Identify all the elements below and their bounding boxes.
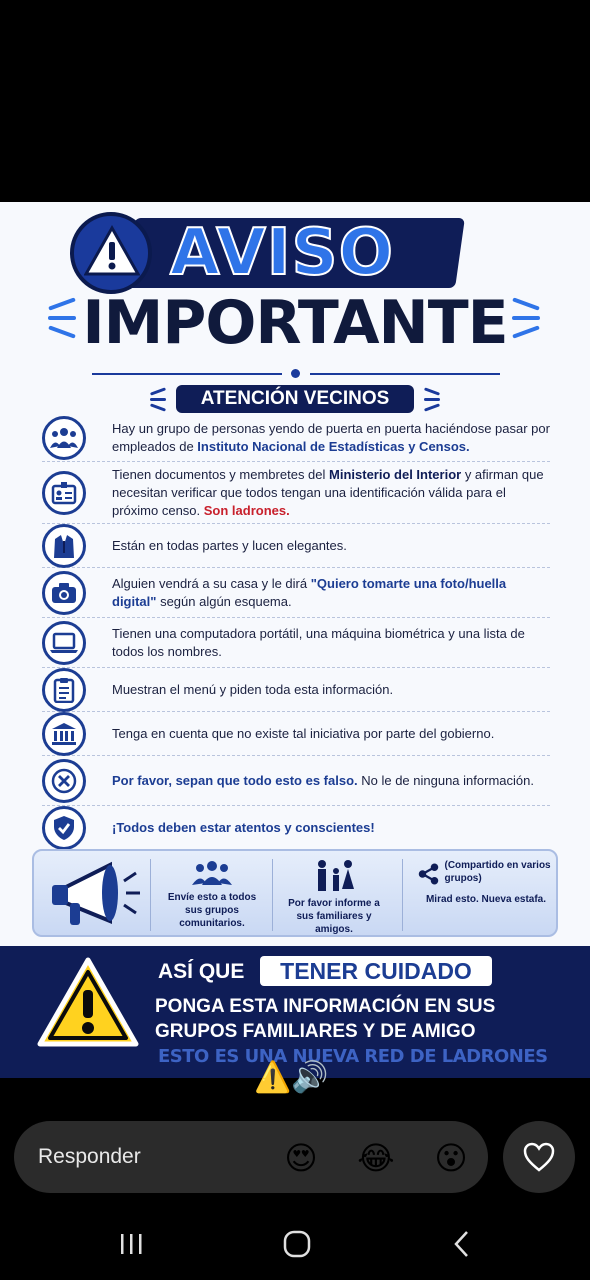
warning-item-text-part: Ministerio del Interior bbox=[329, 466, 462, 482]
atencion-vecinos-label: ATENCIÓN VECINOS bbox=[176, 385, 414, 413]
warning-item-text-part: ¡Todos deben estar atentos y conscientes! bbox=[112, 820, 375, 835]
warning-item-text-part: Tienen una computadora portátil, una máquina biométrica y una lista de todos los nombres. bbox=[112, 625, 525, 659]
tener-cuidado-label: TENER CUIDADO bbox=[260, 956, 492, 986]
like-button[interactable] bbox=[503, 1121, 575, 1193]
warning-item-text bbox=[112, 681, 393, 699]
warning-item-text-part: Muestran el menú y piden toda esta información. bbox=[112, 681, 394, 697]
warning-item-text bbox=[112, 725, 494, 743]
warning-item bbox=[42, 668, 550, 712]
warning-item-text bbox=[112, 537, 347, 555]
nueva-red-text: ESTO ES UNA NUEVA RED DE LADRONES bbox=[158, 1046, 548, 1067]
warning-item-text-part: Tenga en cuenta que no existe tal iniciativa por parte del gobierno. bbox=[112, 725, 495, 741]
small-burst-right-icon bbox=[424, 386, 444, 412]
warning-item-text-part: Están en todas partes y lucen elegantes. bbox=[112, 537, 347, 553]
share-family-text: Por favor informe a sus familiares y amigos. bbox=[288, 898, 380, 935]
reply-placeholder: Responder bbox=[38, 1145, 141, 1168]
share-separator bbox=[272, 859, 273, 931]
warning-triangle-icon bbox=[36, 956, 140, 1048]
warning-item-text bbox=[112, 625, 550, 661]
warning-item-text-part: No le de ninguna información. bbox=[357, 772, 534, 788]
warning-item-text-part: Instituto Nacional de Estadísticas y Censos. bbox=[197, 438, 470, 454]
warning-item-text-part: Por favor, sepan que todo esto es falso. bbox=[112, 772, 358, 788]
divider-dot bbox=[291, 369, 300, 378]
share-icon bbox=[418, 859, 440, 889]
recent-apps-icon[interactable] bbox=[118, 1226, 146, 1262]
warning-poster-image bbox=[0, 202, 590, 1078]
share-groups-text: Envíe esto a todos sus grupos comunitarios. bbox=[167, 892, 257, 929]
warning-item bbox=[42, 568, 550, 618]
heart-eyes-emoji-button[interactable]: 😍 bbox=[284, 1140, 318, 1176]
divider-left bbox=[92, 373, 282, 375]
warning-item-text-part: Alguien vendrá a su casa y le dirá bbox=[112, 575, 311, 591]
family-icon bbox=[312, 859, 356, 893]
warning-items-list bbox=[42, 414, 550, 850]
laughing-emoji-button[interactable]: 😂 bbox=[357, 1140, 395, 1176]
suit-icon bbox=[42, 524, 86, 568]
warning-item bbox=[42, 524, 550, 568]
share-shared-note: (Compartido en varios grupos) bbox=[444, 860, 551, 884]
asi-que-label: ASÍ QUE bbox=[158, 960, 245, 983]
warning-item bbox=[42, 462, 550, 524]
ponga-info-text: PONGA ESTA INFORMACIÓN EN SUS GRUPOS FAMILIARES Y DE AMIGO bbox=[155, 996, 496, 1042]
warning-item-text bbox=[112, 772, 534, 790]
aviso-title: AVISO bbox=[170, 216, 395, 290]
laptop-icon bbox=[42, 621, 86, 665]
warning-item-text-part: "Quiero tomarte una foto/huella digital" bbox=[112, 575, 507, 609]
share-col-groups bbox=[162, 859, 262, 930]
warning-item bbox=[42, 414, 550, 462]
warning-item-text-part: según algún esquema. bbox=[156, 593, 292, 609]
share-separator bbox=[150, 859, 151, 931]
status-caption: ⚠️🔊 bbox=[254, 1061, 329, 1094]
reply-input[interactable] bbox=[14, 1121, 488, 1193]
warning-item-text bbox=[112, 819, 375, 837]
back-icon[interactable] bbox=[450, 1226, 474, 1262]
warning-item bbox=[42, 806, 550, 850]
surprised-emoji-button[interactable]: 😮 bbox=[434, 1140, 468, 1176]
heart-icon bbox=[523, 1142, 555, 1172]
share-panel bbox=[32, 849, 558, 937]
shield-check-icon bbox=[42, 806, 86, 850]
warning-item-text-part: y afirman que necesitan verificar que todos tengan una identificación válida para el próximo censo. bbox=[112, 466, 544, 518]
bottom-warning-bar bbox=[0, 946, 590, 1078]
id-card-icon bbox=[42, 471, 86, 515]
cross-circle-icon bbox=[42, 759, 86, 803]
group-icon bbox=[192, 859, 232, 887]
importante-title: IMPORTANTE bbox=[82, 288, 508, 358]
warning-icon bbox=[70, 212, 152, 294]
share-mirad-text: Mirad esto. Nueva estafa. bbox=[425, 894, 547, 905]
share-col-family bbox=[284, 859, 384, 936]
warning-item bbox=[42, 712, 550, 756]
government-building-icon bbox=[42, 712, 86, 756]
warning-item bbox=[42, 756, 550, 806]
small-burst-left-icon bbox=[150, 386, 170, 412]
megaphone-icon bbox=[44, 859, 144, 931]
home-icon[interactable] bbox=[282, 1226, 312, 1262]
group-icon bbox=[42, 416, 86, 460]
warning-item-text-part: Tienen documentos y membretes del bbox=[112, 466, 330, 482]
burst-right-icon bbox=[512, 294, 556, 344]
android-nav-bar bbox=[0, 1208, 590, 1280]
warning-item-text bbox=[112, 575, 550, 611]
warning-item-text bbox=[112, 420, 550, 456]
aviso-header bbox=[70, 210, 470, 290]
share-separator bbox=[402, 859, 403, 931]
clipboard-icon bbox=[42, 668, 86, 712]
share-col-shared bbox=[418, 859, 554, 906]
camera-icon bbox=[42, 571, 86, 615]
warning-item-text bbox=[112, 466, 550, 520]
divider-right bbox=[310, 373, 500, 375]
warning-item bbox=[42, 618, 550, 668]
warning-item-text-part: Son ladrones. bbox=[203, 502, 290, 518]
warning-item-text-part: Hay un grupo de personas yendo de puerta en puerta haciéndose pasar por empleados de bbox=[112, 420, 550, 454]
